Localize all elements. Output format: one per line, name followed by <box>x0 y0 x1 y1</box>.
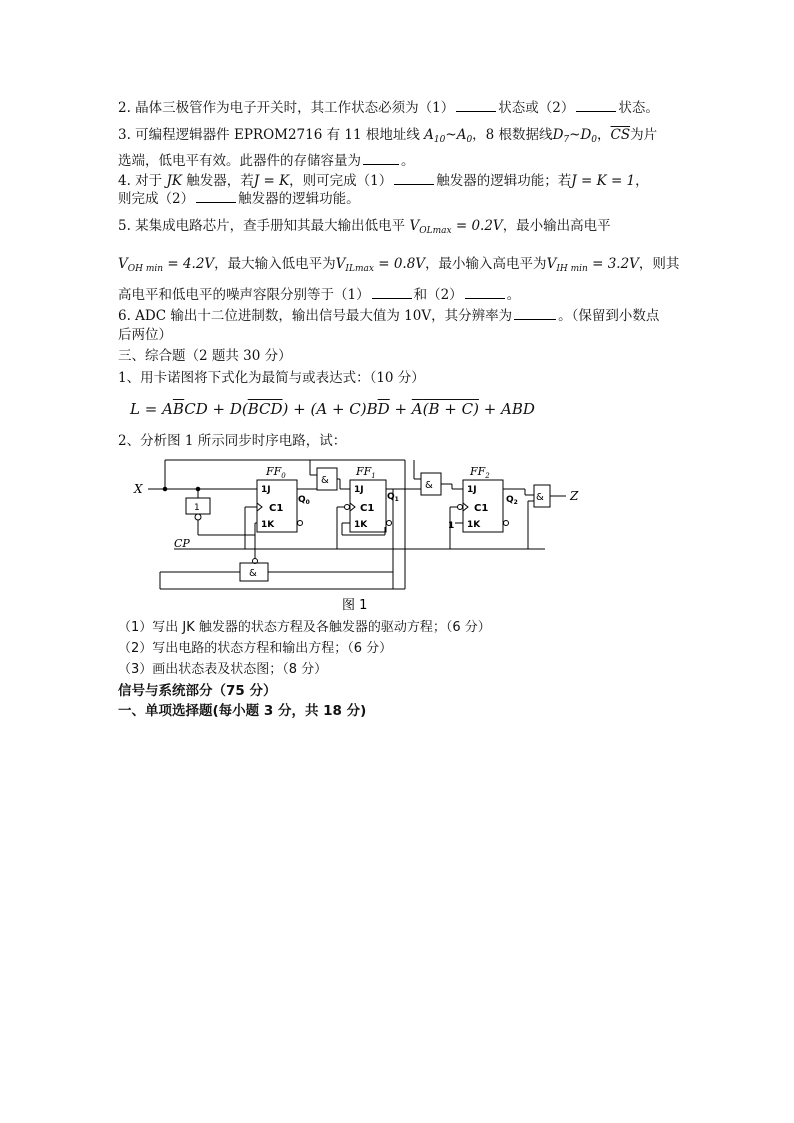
section-3-title: 三、综合题（2 题共 30 分） <box>118 348 292 364</box>
q3-text-line2: 选端，低电平有效。此器件的存储容量为 <box>118 153 361 169</box>
vol-value: = 0.2V <box>455 218 503 234</box>
formula-d-bar: $\overline{D}$ <box>377 400 390 418</box>
ff0-label: $FF_0$ <box>266 465 286 480</box>
q4-j-eq-k: J = K <box>253 173 290 189</box>
voh-sub: OH min <box>127 264 164 274</box>
q5-text-pre: 5. 某集成电路芯片，查手册知其最大输出低电平 <box>118 218 406 234</box>
ff0-c: C1 <box>269 503 284 514</box>
problem-2-text: 2、分析图 1 所示同步时序电路，试： <box>118 433 347 449</box>
vih-value: = 3.2V <box>592 256 639 272</box>
q4-text-b: ，则可完成（1） <box>289 173 393 189</box>
sub-question-1: （1）写出 JK 触发器的状态方程及各触发器的驱动方程；（6 分） <box>118 620 491 635</box>
sub-question-3: （3）画出状态表及状态图；（8 分） <box>118 662 328 677</box>
ff0-q: $Q_0$ <box>298 495 310 506</box>
q4-text-pre: 4. 对于 <box>118 173 163 189</box>
q3-text-post: 为片 <box>630 127 658 143</box>
ff0-qbar <box>298 521 303 526</box>
q3-text-mid: ，8 根数据线 <box>472 127 553 143</box>
q5-text-b: ，最小输入高电平为 <box>425 256 547 272</box>
q5-line-2 <box>118 255 679 278</box>
not-gate-label: 1 <box>194 503 200 513</box>
vih-symbol: V <box>546 256 557 272</box>
formula-inner-bar: (B + C) <box>422 400 479 418</box>
q5-blank-2[interactable] <box>465 286 505 299</box>
addr-a-sub-hi: 10 <box>433 135 446 145</box>
q3-text-end: 。 <box>401 153 415 169</box>
ff0-k: 1K <box>261 520 275 530</box>
formula-tail: + ABD <box>478 400 535 418</box>
formula-l: L = A <box>130 400 173 418</box>
ff1-clock-bubble <box>345 505 350 510</box>
q5-text-a: ，最大输入低电平为 <box>214 256 336 272</box>
vol-sub: OLmax <box>419 226 452 236</box>
formula-bcd-bar: $\overline{BCD}$ <box>247 400 283 418</box>
z-label: Z <box>570 489 579 503</box>
signals-title: 信号与系统部分（75 分） <box>118 683 277 699</box>
q4-text-line2: 则完成（2） <box>118 191 195 207</box>
data-d-sub-hi: 7 <box>563 135 570 145</box>
addr-a-2: A <box>456 127 467 143</box>
formula-a-bar: $\overline{A}$ <box>411 400 423 418</box>
cs-signal: $\overline{CS}$ <box>610 127 631 143</box>
q2-text-mid: 状态或（2） <box>498 100 575 116</box>
formula-b-bar: $\overline{B}$ <box>172 400 185 418</box>
q5-text-end: 。 <box>506 287 521 303</box>
addr-a-sub-lo: 0 <box>466 135 473 145</box>
q2-text-pre: 2. 晶体三极管作为电子开关时，其工作状态必须为（1） <box>118 100 455 116</box>
q6-text-post: 。（保留到小数点 <box>558 308 660 324</box>
ff2-label: $FF_2$ <box>470 465 490 480</box>
q6-line-1 <box>118 307 659 325</box>
ff1-j: 1J <box>354 485 364 495</box>
data-d: D <box>552 127 564 143</box>
q4-jk-eq-1: J = K = 1 <box>571 173 636 189</box>
q4-text-c: 触发器的逻辑功能；若 <box>436 173 572 189</box>
ff1-c: C1 <box>360 503 375 514</box>
and-gate-out-label: & <box>536 492 544 503</box>
q5-text-mid: 和（2） <box>413 287 463 303</box>
ff0-j: 1J <box>261 485 271 495</box>
q2-blank-1[interactable] <box>456 99 496 112</box>
data-d-2: D <box>580 127 592 143</box>
vil-sub: ILmax <box>345 264 374 274</box>
ff2-k: 1K <box>467 520 481 530</box>
q6-line-2: 后两位） <box>118 327 172 343</box>
ff1-clock <box>350 503 355 511</box>
addr-a: A <box>424 127 434 143</box>
and-gate-bottom-label: & <box>249 568 257 579</box>
signals-section-1: 一、单项选择题(每小题 3 分，共 18 分) <box>118 703 367 719</box>
formula-mid: ) + (A + C)B <box>282 400 378 418</box>
q3-text-pre: 3. 可编程逻辑器件 EPROM2716 有 11 根地址线 <box>118 127 420 143</box>
ff2-clock <box>463 503 468 511</box>
q6-text-pre: 6. ADC 输出十二位进制数，输出信号最大值为 10V，其分辨率为 <box>118 308 513 324</box>
vol-symbol: V <box>409 218 420 234</box>
voh-symbol: V <box>118 256 128 272</box>
vil-value: = 0.8V <box>378 256 426 272</box>
ff1-label: $FF_1$ <box>356 465 376 480</box>
figure-caption: 图 1 <box>342 598 368 613</box>
q5-blank-1[interactable] <box>372 286 412 299</box>
x-label: X <box>134 482 143 496</box>
formula-cd: CD + D( <box>184 400 248 418</box>
q4-text-a: 触发器，若 <box>186 173 254 189</box>
ff2-k-const: 1 <box>448 521 455 531</box>
tilde-2: ~ <box>569 127 581 143</box>
problem-1-formula <box>130 400 535 418</box>
q4-text-end: 触发器的逻辑功能。 <box>238 191 360 207</box>
q5-text-c: ，则其 <box>638 256 680 272</box>
q3-line-1: 3. 可编程逻辑器件 EPROM2716 有 11 根地址线 $A_{10}\sim A_0$，8 根数据线$D_7\sim D_0$，$\overline{CS}$为片 <box>118 127 658 145</box>
data-d-sub-lo: 0 <box>591 135 597 145</box>
cp-label: CP <box>174 537 190 550</box>
q5-text-line3: 高电平和低电平的噪声容限分别等于（1） <box>118 287 370 303</box>
q4-text-d: ， <box>635 173 649 189</box>
q4-blank-2[interactable] <box>196 190 236 203</box>
ff2-c: C1 <box>474 503 489 514</box>
and-gate-2-label: & <box>425 480 433 491</box>
q2-text-post: 状态。 <box>618 100 659 116</box>
q2-line <box>118 99 659 117</box>
vih-sub: IH min <box>556 264 588 274</box>
q5-text-post: ，最小输出高电平 <box>502 218 611 234</box>
not-bubble <box>195 514 201 520</box>
ff0-clock <box>257 503 262 511</box>
q2-blank-2[interactable] <box>576 99 616 112</box>
q3-blank[interactable] <box>363 152 399 165</box>
q4-jk: JK <box>166 173 182 189</box>
circuit-diagram <box>130 455 590 615</box>
formula-plus: + <box>389 400 412 418</box>
voh-value: = 4.2V <box>167 256 215 272</box>
ff1-q: $Q_1$ <box>387 492 399 503</box>
q3-line-2 <box>118 152 415 170</box>
ff2-clock-bubble <box>458 505 463 510</box>
ff2-qbar <box>504 521 509 526</box>
q5-line-3 <box>118 286 520 304</box>
sub-question-2: （2）写出电路的状态方程和输出方程；（6 分） <box>118 641 393 656</box>
q4-line-2 <box>118 190 360 208</box>
q4-line-1 <box>118 172 649 190</box>
tilde-1: ~ <box>445 127 457 143</box>
ff2-q: $Q_2$ <box>506 495 518 506</box>
q5-line-1 <box>118 217 611 240</box>
ff1-qbar <box>387 521 392 526</box>
q6-blank[interactable] <box>514 307 556 320</box>
problem-1-text: 1、用卡诺图将下式化为最简与或表达式：（10 分） <box>118 370 425 386</box>
q4-blank-1[interactable] <box>394 172 434 185</box>
ff1-k: 1K <box>354 520 368 530</box>
ff2-j: 1J <box>467 485 477 495</box>
vil-symbol: V <box>335 256 346 272</box>
and-gate-1-label: & <box>321 475 329 486</box>
